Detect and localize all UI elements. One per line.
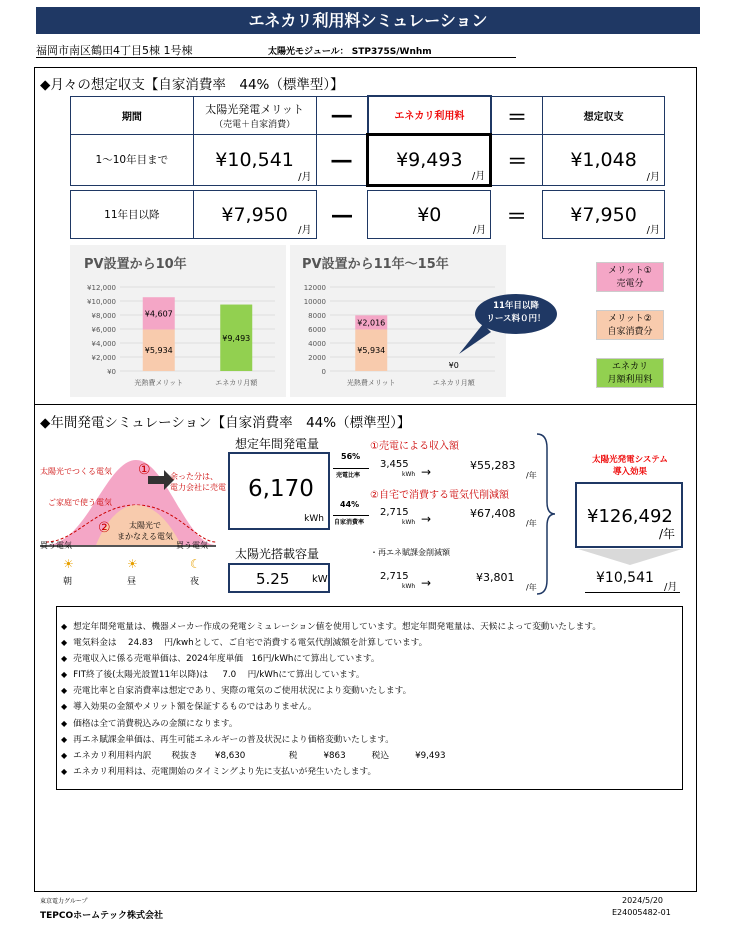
y-tick-label: 12000 <box>303 284 326 292</box>
row1-period: 1～10年目まで <box>71 134 194 185</box>
row1-balance: ¥1,048 /月 <box>543 134 665 185</box>
sell-kwh-unit: kWh <box>402 471 416 478</box>
moon-icon: ☾ <box>190 557 201 571</box>
minus-sign: ― <box>332 202 352 227</box>
note-item <box>61 716 682 732</box>
diagram-buy-right: 買う電気 <box>176 541 208 550</box>
col-period: 期間 <box>71 96 194 134</box>
self-kwh: 2,715 <box>380 507 409 518</box>
bullet-icon: ◆ <box>61 686 68 696</box>
note-text: 売電比率と自家消費率は想定であり、実際の電気のご使用状況により変動いたします。 <box>73 686 412 697</box>
note-text: 想定年間発電量は、機器メーカー作成の発電シミュレーション値を使用しています。想定年間発電量は、天候によって変動いたします。 <box>73 622 602 632</box>
y-tick-label: ¥2,000 <box>91 354 116 362</box>
down-arrow-icon <box>578 549 682 565</box>
sell-kwh: 3,455 <box>380 459 409 470</box>
note-item <box>61 732 682 748</box>
sun-icon: ☀ <box>127 557 138 571</box>
row2-period: 11年目以降 <box>71 191 194 239</box>
x-category-label: エネカリ月額 <box>215 379 258 387</box>
row2-balance: ¥7,950 /月 <box>543 191 665 239</box>
self-kwh-unit: kWh <box>402 519 416 526</box>
monthly-section-title: ◆月々の想定収支【自家消費率 44%（標準型）】 <box>40 77 344 93</box>
note-text: FIT終了後(太陽光設置11年以降)は 7.0 円/kWhにて算出しています。 <box>73 670 365 681</box>
x-category-label: 光熱費メリット <box>134 379 184 387</box>
row1-merit: ¥10,541 /月 <box>193 134 316 185</box>
levy-head: ・再エネ賦課金削減額 <box>370 548 450 557</box>
levy-per-year: /年 <box>526 583 537 592</box>
data-label: ¥5,934 <box>144 346 173 356</box>
data-label: ¥4,607 <box>144 309 173 319</box>
diagram-circ2: ② <box>98 520 111 536</box>
self-pct: 44% <box>340 500 360 509</box>
lease-free-bubble: 11年目以降 リース料０円！ <box>475 294 557 334</box>
legend-self: メリット② 自家消費分 <box>596 310 664 340</box>
data-label: ¥5,934 <box>357 346 386 356</box>
diagram-made: 太陽光でつくる電気 <box>40 467 112 476</box>
y-tick-label: ¥8,000 <box>91 312 116 320</box>
row2-merit: ¥7,950 /月 <box>193 191 316 239</box>
bullet-icon: ◆ <box>61 670 68 680</box>
equals-sign: ＝ <box>506 204 527 228</box>
row1-fee: ¥9,493 /月 <box>368 134 491 185</box>
y-tick-label: ¥12,000 <box>87 284 116 292</box>
notes-box <box>56 606 683 790</box>
effect-underline <box>585 592 680 593</box>
sell-pct: 56% <box>341 452 361 461</box>
footer-company: TEPCOホームテック株式会社 <box>40 911 163 921</box>
gen-label: 想定年間発電量 <box>235 437 320 451</box>
diagram-circ1: ① <box>138 462 151 478</box>
cap-label: 太陽光搭載容量 <box>235 547 320 561</box>
levy-kwh-unit: kWh <box>402 583 416 590</box>
self-pct-label: 自家消費率 <box>334 519 365 526</box>
levy-yen: ¥3,801 <box>476 571 515 584</box>
sell-head: ①売電による収入額 <box>370 441 459 452</box>
data-label: ¥2,016 <box>357 318 386 328</box>
effect-month: ¥10,541 <box>596 570 654 586</box>
note-item <box>61 619 682 635</box>
note-text: エネカリ利用料は、売電開始のタイミングより先に支払いが発生いたします。 <box>73 766 377 777</box>
customer-address: 福岡市南区鶴田4丁目5棟 1号棟 <box>36 44 193 57</box>
note-text: 再エネ賦課金単価は、再生可能エネルギーの普及状況により価格変動いたします。 <box>73 734 394 745</box>
levy-kwh: 2,715 <box>380 571 409 582</box>
note-item <box>61 667 682 683</box>
bullet-icon: ◆ <box>61 766 68 776</box>
chart-10yr-title: PV設置から10年 <box>84 257 187 272</box>
effect-label: 太陽光発電システム 導入効果 <box>592 455 668 477</box>
y-tick-label: 10000 <box>303 298 326 306</box>
sell-pct-label: 売電比率 <box>336 472 361 479</box>
diagram-used: ご家庭で使う電気 <box>48 498 112 507</box>
bubble-pointer <box>455 320 495 360</box>
equals-sign: ＝ <box>491 134 543 185</box>
x-category-label: エネカリ月額 <box>432 379 475 387</box>
col-balance: 想定収支 <box>543 96 665 134</box>
arrow-icon: → <box>421 512 432 526</box>
self-per-year: /年 <box>526 519 537 528</box>
y-tick-label: ¥0 <box>107 368 116 376</box>
chart-11-15yr-title: PV設置から11年～15年 <box>302 257 449 272</box>
note-item <box>61 635 682 651</box>
gen-box: 6,170 kWh <box>228 452 330 530</box>
bullet-icon: ◆ <box>61 734 68 744</box>
section-divider <box>35 404 696 405</box>
footer-group: 東京電力グループ <box>40 898 88 905</box>
bullet-icon: ◆ <box>61 654 68 664</box>
label-noon: 昼 <box>127 577 137 587</box>
legend-fee: エネカリ 月額利用料 <box>596 358 664 388</box>
note-item <box>61 683 682 699</box>
note-text: 売電収入に係る売電単価は、2024年度単価 16円/kWhにて算出しています。 <box>73 654 380 665</box>
legend-sell: メリット① 売電分 <box>596 262 664 292</box>
y-tick-label: 4000 <box>308 340 326 348</box>
note-item <box>61 748 682 764</box>
arrow-icon: → <box>421 576 432 590</box>
self-head: ②自宅で消費する電気代削減額 <box>370 490 509 501</box>
cap-box: 5.25 kW <box>228 563 330 593</box>
bullet-icon: ◆ <box>61 702 68 712</box>
bullet-icon: ◆ <box>61 638 68 648</box>
col-merit: 太陽光発電メリット （売電＋自家消費） <box>193 96 316 134</box>
monthly-table <box>70 95 665 187</box>
footer-doc-no: E24005482-01 <box>612 908 671 917</box>
sun-icon: ☀ <box>63 557 74 571</box>
chart-10yr <box>70 245 286 397</box>
minus-sign: ― <box>316 134 368 185</box>
module-info: 太陽光モジュール： STP375S/Wnhm <box>268 47 432 57</box>
data-label: ¥9,493 <box>222 333 251 343</box>
sell-per-year: /年 <box>526 471 537 480</box>
page-title: エネカリ利用料シミュレーション <box>36 7 700 34</box>
data-label: ¥0 <box>448 361 459 370</box>
self-line <box>333 515 369 516</box>
monthly-table-2 <box>70 190 665 239</box>
y-tick-label: 6000 <box>308 326 326 334</box>
note-item <box>61 764 682 780</box>
bullet-icon: ◆ <box>61 622 68 631</box>
arrow-icon: → <box>421 465 432 479</box>
equals-sign: ＝ <box>491 96 543 134</box>
sell-yen: ¥55,283 <box>470 459 516 472</box>
address-underline <box>36 57 516 58</box>
footer-date: 2024/5/20 <box>622 896 664 905</box>
diagram-covered: 太陽光で まかなえる電気 <box>117 521 173 541</box>
row2-fee: ¥0 /月 <box>368 191 491 239</box>
self-yen: ¥67,408 <box>470 507 516 520</box>
note-item <box>61 651 682 667</box>
note-text: 導入効果の金額やメリット額を保証するものではありません。 <box>73 702 317 713</box>
effect-box: ¥126,492 /年 <box>575 482 683 548</box>
bullet-icon: ◆ <box>61 750 68 760</box>
y-tick-label: 2000 <box>308 354 326 362</box>
note-text: 価格は全て消費税込みの金額になります。 <box>73 718 238 729</box>
note-text: エネカリ利用料内訳 税抜き ¥8,630 税 ¥863 税込 ¥9,493 <box>73 750 446 761</box>
note-item <box>61 699 682 715</box>
label-morning: 朝 <box>63 577 73 587</box>
diagram-buy-left: 買う電気 <box>40 541 72 550</box>
note-text: 電気料金は 24.83 円/kwhとして、ご自宅で消費する電気代削減額を計算しています。 <box>73 638 428 649</box>
col-fee: エネカリ利用料 <box>368 96 491 134</box>
y-tick-label: ¥4,000 <box>91 340 116 348</box>
label-night: 夜 <box>190 577 200 587</box>
minus-sign: ― <box>316 96 368 134</box>
x-category-label: 光熱費メリット <box>346 379 396 387</box>
annual-section-title: ◆年間発電シミュレーション【自家消費率 44%（標準型）】 <box>40 415 411 431</box>
brace <box>535 432 557 597</box>
bullet-icon: ◆ <box>61 718 68 728</box>
sell-line <box>333 468 369 469</box>
diagram-surplus: 余った分は、 電力会社に売電 <box>170 472 226 492</box>
y-tick-label: ¥10,000 <box>87 298 116 306</box>
y-tick-label: 8000 <box>308 312 326 320</box>
y-tick-label: 0 <box>321 368 326 376</box>
effect-per-month: /月 <box>664 582 678 593</box>
chart-10yr-svg <box>70 245 286 397</box>
y-tick-label: ¥6,000 <box>91 326 116 334</box>
